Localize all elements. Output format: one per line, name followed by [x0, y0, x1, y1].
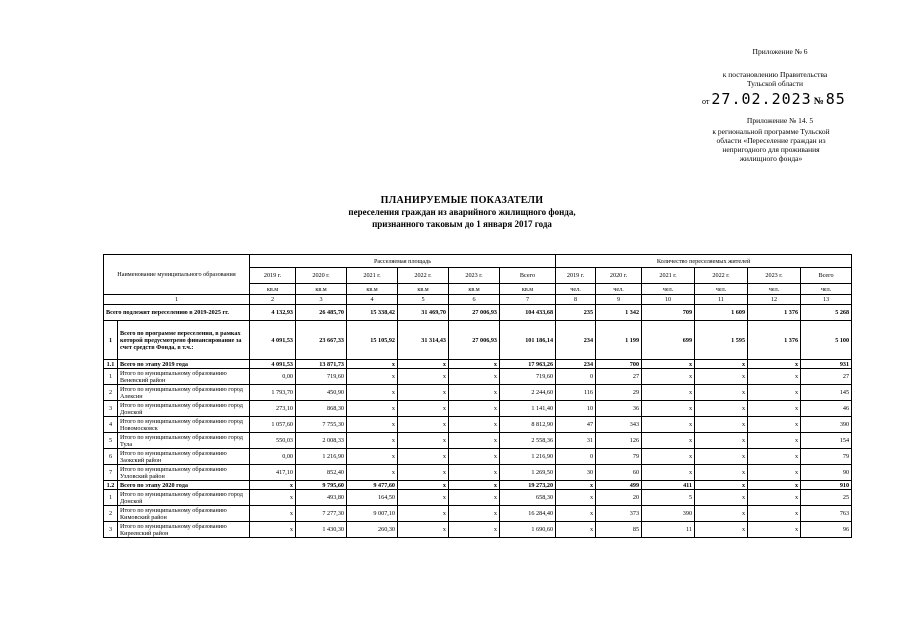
- value-cell: x: [695, 433, 748, 449]
- value-cell: x: [695, 369, 748, 385]
- value-cell: 27 006,93: [449, 321, 500, 360]
- value-cell: 36: [596, 401, 642, 417]
- value-cell: 719,60: [296, 369, 347, 385]
- value-cell: x: [695, 385, 748, 401]
- number-label: №: [813, 96, 824, 107]
- value-cell: x: [748, 417, 801, 433]
- value-cell: 1 342: [596, 305, 642, 321]
- year-header: 2019 г.: [250, 268, 296, 284]
- value-cell: x: [449, 490, 500, 506]
- value-cell: x: [449, 449, 500, 465]
- year-header: 2020 г.: [596, 268, 642, 284]
- value-cell: 9 477,60: [347, 481, 398, 490]
- table-row: [104, 522, 852, 538]
- value-cell: 164,50: [347, 490, 398, 506]
- value-cell: x: [748, 490, 801, 506]
- value-cell: x: [398, 385, 449, 401]
- value-cell: 145: [801, 385, 852, 401]
- row-number: 2: [104, 506, 118, 522]
- unit-header: чел.: [556, 284, 596, 295]
- row-name: Итого по муниципальному образованию Кимовский район: [118, 506, 250, 522]
- value-cell: 116: [556, 385, 596, 401]
- value-cell: 7 755,30: [296, 417, 347, 433]
- value-cell: x: [695, 522, 748, 538]
- value-cell: x: [748, 401, 801, 417]
- row-name: Всего подлежит переселению в 2019-2025 гг.: [104, 305, 250, 321]
- value-cell: x: [449, 401, 500, 417]
- value-cell: 27: [801, 369, 852, 385]
- value-cell: 260,30: [347, 522, 398, 538]
- value-cell: x: [642, 433, 695, 449]
- value-cell: x: [250, 522, 296, 538]
- decree-line-1: к постановлению Правительства: [722, 70, 828, 79]
- value-cell: 79: [801, 449, 852, 465]
- row-number: 1: [104, 490, 118, 506]
- value-cell: 1 376: [748, 305, 801, 321]
- value-cell: x: [449, 465, 500, 481]
- unit-header: чел.: [801, 284, 852, 295]
- value-cell: x: [695, 506, 748, 522]
- value-cell: 30: [556, 465, 596, 481]
- row-name: Итого по муниципальному образованию город Донской: [118, 490, 250, 506]
- value-cell: x: [347, 433, 398, 449]
- value-cell: x: [250, 481, 296, 490]
- row-name: Итого по муниципальному образованию город Алексин: [118, 385, 250, 401]
- title-line-2: переселения граждан из аварийного жилищного фонда,: [348, 207, 576, 217]
- value-cell: 390: [642, 506, 695, 522]
- value-cell: x: [347, 417, 398, 433]
- col-name-header: Наименование муниципального образования: [104, 255, 250, 295]
- value-cell: 235: [556, 305, 596, 321]
- value-cell: x: [449, 385, 500, 401]
- decree-date-number: [702, 90, 862, 108]
- from-label: от: [702, 97, 710, 106]
- value-cell: 16 284,40: [500, 506, 556, 522]
- value-cell: x: [642, 360, 695, 369]
- indicators-table: [103, 254, 852, 538]
- value-cell: 5 268: [801, 305, 852, 321]
- row-number: 2: [104, 385, 118, 401]
- unit-header: чел.: [642, 284, 695, 295]
- row-number: 7: [104, 465, 118, 481]
- value-cell: x: [642, 401, 695, 417]
- decree-line-2: Тульской области: [746, 79, 804, 88]
- value-cell: x: [642, 417, 695, 433]
- appendix-14-5-label: Приложение № 14. 5: [746, 116, 814, 125]
- value-cell: 763: [801, 506, 852, 522]
- value-cell: x: [748, 433, 801, 449]
- value-cell: 550,03: [250, 433, 296, 449]
- column-number-row: [104, 295, 852, 305]
- unit-header: кв.м: [296, 284, 347, 295]
- value-cell: 700: [596, 360, 642, 369]
- group-people-header: Количество переселяемых жителей: [556, 255, 852, 268]
- row-number: 6: [104, 449, 118, 465]
- value-cell: x: [398, 433, 449, 449]
- value-cell: x: [449, 369, 500, 385]
- program-line-3: непригодного для проживания: [722, 145, 820, 154]
- value-cell: 0,00: [250, 369, 296, 385]
- value-cell: 8 812,90: [500, 417, 556, 433]
- table-body: [104, 305, 852, 538]
- value-cell: 910: [801, 481, 852, 490]
- unit-header: кв.м: [250, 284, 296, 295]
- value-cell: x: [642, 369, 695, 385]
- column-number: 6: [449, 295, 500, 305]
- year-header: 2020 г.: [296, 268, 347, 284]
- value-cell: 699: [642, 321, 695, 360]
- table-row: [104, 465, 852, 481]
- value-cell: x: [398, 449, 449, 465]
- value-cell: 868,30: [296, 401, 347, 417]
- value-cell: x: [398, 369, 449, 385]
- value-cell: 154: [801, 433, 852, 449]
- year-header: 2022 г.: [398, 268, 449, 284]
- table-row: [104, 490, 852, 506]
- value-cell: 17 963,26: [500, 360, 556, 369]
- document-title: [252, 195, 672, 230]
- value-cell: 13 871,73: [296, 360, 347, 369]
- value-cell: x: [695, 417, 748, 433]
- value-cell: 2 558,36: [500, 433, 556, 449]
- value-cell: 96: [801, 522, 852, 538]
- value-cell: 27 006,93: [449, 305, 500, 321]
- value-cell: 1 793,70: [250, 385, 296, 401]
- value-cell: 658,30: [500, 490, 556, 506]
- value-cell: x: [449, 506, 500, 522]
- value-cell: x: [398, 481, 449, 490]
- value-cell: 234: [556, 360, 596, 369]
- column-number: 5: [398, 295, 449, 305]
- row-name: Всего по этапу 2020 года: [118, 481, 250, 490]
- value-cell: x: [748, 385, 801, 401]
- column-number: 11: [695, 295, 748, 305]
- row-name: Итого по муниципальному образованию Заокский район: [118, 449, 250, 465]
- value-cell: 31: [556, 433, 596, 449]
- table-row: [104, 449, 852, 465]
- value-cell: x: [347, 465, 398, 481]
- value-cell: x: [398, 490, 449, 506]
- value-cell: 1 216,90: [296, 449, 347, 465]
- value-cell: 0,00: [250, 449, 296, 465]
- appendix-label: Приложение № 6: [752, 47, 808, 56]
- value-cell: 23 667,33: [296, 321, 347, 360]
- table-row: [104, 369, 852, 385]
- value-cell: x: [695, 481, 748, 490]
- row-number: 5: [104, 433, 118, 449]
- column-number: 7: [500, 295, 556, 305]
- value-cell: 29: [596, 385, 642, 401]
- decree-reference: [700, 70, 850, 88]
- table-row: [104, 385, 852, 401]
- value-cell: 31 469,70: [398, 305, 449, 321]
- value-cell: 234: [556, 321, 596, 360]
- value-cell: x: [695, 360, 748, 369]
- row-name: Всего по этапу 2019 года: [118, 360, 250, 369]
- column-number: 12: [748, 295, 801, 305]
- value-cell: x: [748, 522, 801, 538]
- value-cell: x: [347, 385, 398, 401]
- year-header: Всего: [801, 268, 852, 284]
- value-cell: 273,10: [250, 401, 296, 417]
- value-cell: x: [250, 506, 296, 522]
- value-cell: 25: [801, 490, 852, 506]
- value-cell: x: [748, 481, 801, 490]
- table-row: [104, 321, 852, 360]
- column-number: 10: [642, 295, 695, 305]
- unit-header: кв.м: [398, 284, 449, 295]
- title-line-3: признанного таковым до 1 января 2017 года: [372, 219, 552, 229]
- value-cell: 373: [596, 506, 642, 522]
- value-cell: 2 244,60: [500, 385, 556, 401]
- table-row: [104, 360, 852, 369]
- value-cell: 85: [596, 522, 642, 538]
- value-cell: 493,80: [296, 490, 347, 506]
- column-number: 4: [347, 295, 398, 305]
- program-line-4: жилищного фонда»: [739, 154, 803, 163]
- unit-header: кв.м: [500, 284, 556, 295]
- value-cell: 20: [596, 490, 642, 506]
- value-cell: x: [250, 490, 296, 506]
- value-cell: 60: [596, 465, 642, 481]
- table-row: [104, 433, 852, 449]
- row-name: Итого по муниципальному образованию город Новомосковск: [118, 417, 250, 433]
- year-header: 2021 г.: [642, 268, 695, 284]
- value-cell: x: [556, 522, 596, 538]
- program-reference: [696, 127, 846, 163]
- value-cell: 79: [596, 449, 642, 465]
- value-cell: 1 690,60: [500, 522, 556, 538]
- value-cell: 9 007,10: [347, 506, 398, 522]
- year-header: 2023 г.: [748, 268, 801, 284]
- value-cell: 931: [801, 360, 852, 369]
- value-cell: x: [449, 360, 500, 369]
- value-cell: x: [398, 465, 449, 481]
- value-cell: x: [556, 490, 596, 506]
- unit-header: кв.м: [449, 284, 500, 295]
- value-cell: x: [398, 506, 449, 522]
- value-cell: 1 376: [748, 321, 801, 360]
- value-cell: 126: [596, 433, 642, 449]
- value-cell: x: [748, 360, 801, 369]
- row-number: 1.2: [104, 481, 118, 490]
- program-line-1: к региональной программе Тульской: [712, 127, 830, 136]
- value-cell: 15 105,92: [347, 321, 398, 360]
- row-number: 3: [104, 401, 118, 417]
- value-cell: 9 795,60: [296, 481, 347, 490]
- value-cell: 343: [596, 417, 642, 433]
- column-number: 1: [104, 295, 250, 305]
- unit-header: кв.м: [347, 284, 398, 295]
- value-cell: x: [398, 401, 449, 417]
- value-cell: 0: [556, 369, 596, 385]
- value-cell: 19 273,20: [500, 481, 556, 490]
- value-cell: 11: [642, 522, 695, 538]
- value-cell: 31 314,43: [398, 321, 449, 360]
- value-cell: 1 057,60: [250, 417, 296, 433]
- unit-header: чел.: [748, 284, 801, 295]
- group-area-header: Расселяемая площадь: [250, 255, 556, 268]
- value-cell: x: [347, 360, 398, 369]
- column-number: 3: [296, 295, 347, 305]
- value-cell: 411: [642, 481, 695, 490]
- table-row: [104, 506, 852, 522]
- value-cell: 417,10: [250, 465, 296, 481]
- value-cell: x: [347, 401, 398, 417]
- value-cell: 1 199: [596, 321, 642, 360]
- value-cell: x: [449, 433, 500, 449]
- row-name: Итого по муниципальному образованию Узловский район: [118, 465, 250, 481]
- year-header: 2022 г.: [695, 268, 748, 284]
- value-cell: x: [748, 449, 801, 465]
- value-cell: x: [748, 465, 801, 481]
- value-cell: 1 269,50: [500, 465, 556, 481]
- value-cell: x: [642, 449, 695, 465]
- value-cell: 1 609: [695, 305, 748, 321]
- value-cell: 47: [556, 417, 596, 433]
- row-name: Итого по муниципальному образованию город Донской: [118, 401, 250, 417]
- column-number: 9: [596, 295, 642, 305]
- value-cell: 4 091,53: [250, 321, 296, 360]
- value-cell: x: [695, 449, 748, 465]
- value-cell: 1 141,40: [500, 401, 556, 417]
- decree-date: 27.02.2023: [711, 90, 812, 108]
- value-cell: x: [642, 465, 695, 481]
- value-cell: 4 091,53: [250, 360, 296, 369]
- row-name: Итого по муниципальному образованию Веневский район: [118, 369, 250, 385]
- value-cell: 1 595: [695, 321, 748, 360]
- value-cell: 1 216,90: [500, 449, 556, 465]
- value-cell: x: [748, 506, 801, 522]
- value-cell: 5: [642, 490, 695, 506]
- value-cell: x: [347, 449, 398, 465]
- value-cell: x: [642, 385, 695, 401]
- table-row: [104, 305, 852, 321]
- year-header: 2023 г.: [449, 268, 500, 284]
- year-header: Всего: [500, 268, 556, 284]
- year-header: 2019 г.: [556, 268, 596, 284]
- row-number: 3: [104, 522, 118, 538]
- unit-header: чел.: [596, 284, 642, 295]
- column-number: 13: [801, 295, 852, 305]
- value-cell: 0: [556, 449, 596, 465]
- value-cell: x: [398, 417, 449, 433]
- value-cell: x: [398, 360, 449, 369]
- value-cell: 4 132,93: [250, 305, 296, 321]
- table-row: [104, 401, 852, 417]
- value-cell: 27: [596, 369, 642, 385]
- column-number: 2: [250, 295, 296, 305]
- value-cell: 709: [642, 305, 695, 321]
- value-cell: x: [695, 401, 748, 417]
- value-cell: 101 186,14: [500, 321, 556, 360]
- value-cell: x: [748, 369, 801, 385]
- table-row: [104, 481, 852, 490]
- value-cell: x: [695, 465, 748, 481]
- row-number: 4: [104, 417, 118, 433]
- value-cell: x: [556, 506, 596, 522]
- value-cell: x: [556, 481, 596, 490]
- decree-number: 85: [825, 90, 846, 108]
- unit-header: чел.: [695, 284, 748, 295]
- value-cell: 719,60: [500, 369, 556, 385]
- value-cell: x: [449, 522, 500, 538]
- row-number: 1: [104, 369, 118, 385]
- year-header: 2021 г.: [347, 268, 398, 284]
- value-cell: 46: [801, 401, 852, 417]
- value-cell: 5 100: [801, 321, 852, 360]
- row-name: Всего по программе переселения, в рамках которой предусмотрено финансирование за счет средств Фонда, в т.ч.:: [118, 321, 250, 360]
- value-cell: x: [398, 522, 449, 538]
- value-cell: 7 277,30: [296, 506, 347, 522]
- value-cell: 15 338,42: [347, 305, 398, 321]
- program-line-2: области «Переселение граждан из: [716, 136, 826, 145]
- row-number: 1: [104, 321, 118, 360]
- value-cell: x: [449, 417, 500, 433]
- value-cell: 499: [596, 481, 642, 490]
- row-number: 1.1: [104, 360, 118, 369]
- value-cell: 852,40: [296, 465, 347, 481]
- value-cell: 90: [801, 465, 852, 481]
- table-row: [104, 417, 852, 433]
- value-cell: 104 433,68: [500, 305, 556, 321]
- value-cell: x: [695, 490, 748, 506]
- value-cell: x: [347, 369, 398, 385]
- value-cell: 450,90: [296, 385, 347, 401]
- column-number: 8: [556, 295, 596, 305]
- value-cell: 26 485,70: [296, 305, 347, 321]
- row-name: Итого по муниципальному образованию Киреевский район: [118, 522, 250, 538]
- value-cell: 390: [801, 417, 852, 433]
- row-name: Итого по муниципальному образованию город Тула: [118, 433, 250, 449]
- value-cell: 10: [556, 401, 596, 417]
- value-cell: 1 430,30: [296, 522, 347, 538]
- value-cell: 2 008,33: [296, 433, 347, 449]
- value-cell: x: [449, 481, 500, 490]
- title-line-1: ПЛАНИРУЕМЫЕ ПОКАЗАТЕЛИ: [380, 195, 544, 206]
